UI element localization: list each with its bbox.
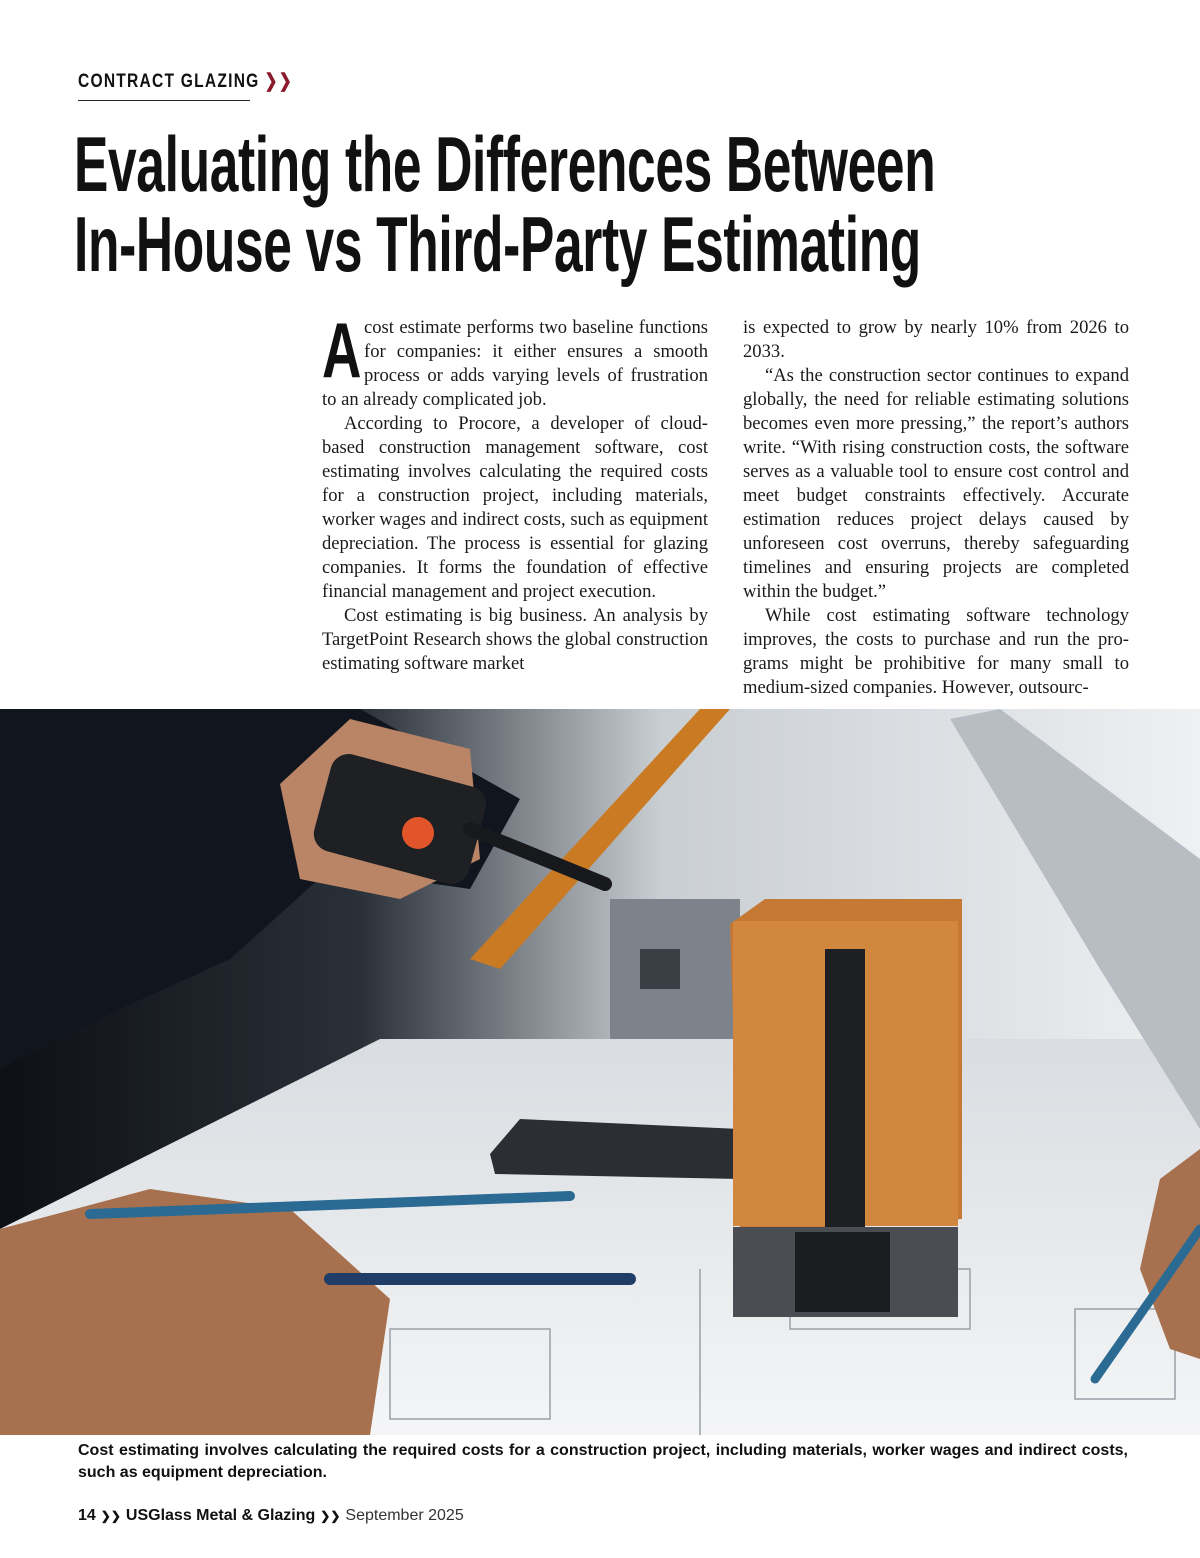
footer-separator: ❯❯ [100,1509,121,1523]
headline-line-1: Evaluating the Differences Between [74,120,936,208]
article-paragraph: is expected to grow by nearly 10% from 2026 to 2033. [743,317,1129,362]
article-paragraph: According to Procore, a developer of cloud-based construction management software, cost estimating involves calculating the required costs for a construction project, including materials, worker wages and indirect costs, such as equipment depreciation. The process is essential for glazing companies. It forms the foundation of effective financial management and project execution. [322,413,708,602]
section-label-text: CONTRACT GLAZING [78,71,260,92]
article-paragraph [322,306,708,412]
building-model [730,899,962,1317]
section-rule [78,100,250,101]
photo-caption: Cost estimating involves calculating the required costs for a construction project, including materials, worker wages and indirect costs, such as equipment depreciation. [78,1442,1128,1481]
footer-separator: ❯❯ [320,1509,341,1523]
chevron-icon: ❯❯ [264,71,294,92]
article-paragraph: Cost estimating is big business. An analysis by TargetPoint Research shows the global construction estimating software market [322,605,708,674]
article-column-2 [743,316,1129,700]
paragraph-text: cost estimate performs two baseline functions for companies: it either ensures a smooth process or adds varying levels of frustration to an already complicated job. [322,317,708,410]
headline-line-2: In-House vs Third-Party Estimating [74,200,921,288]
page-number: 14 [78,1507,96,1524]
publication-name: USGlass Metal & Glazing [125,1507,316,1524]
article-paragraph: “As the construction sector continues to expand globally, the need for reliable estimating solutions becomes even more pressing,” the report’s authors write. “With rising construction costs, the software serves as a valuable tool to ensure cost control and meet budget constraints effectively. Accurate estimation reduces project delays caused by unforeseen cost overruns, thereby safeguarding timelines and ensuring projects are completed within the budget.” [743,365,1129,602]
article-column-1 [322,306,708,676]
section-label [78,70,293,93]
walkie-talkie-knob [402,817,434,849]
article-photo [0,709,1200,1435]
issue-date: September 2025 [345,1507,464,1524]
page-footer [78,1507,464,1525]
calculator [490,1119,740,1179]
photo-illustration [0,709,1200,1435]
article-paragraph: While cost estimating software technology improves, the costs to purchase and run the programs might be prohibitive for many small to medium-sized companies. However, outsourc- [743,605,1129,698]
dropcap: A [322,306,362,394]
headline [74,120,936,288]
